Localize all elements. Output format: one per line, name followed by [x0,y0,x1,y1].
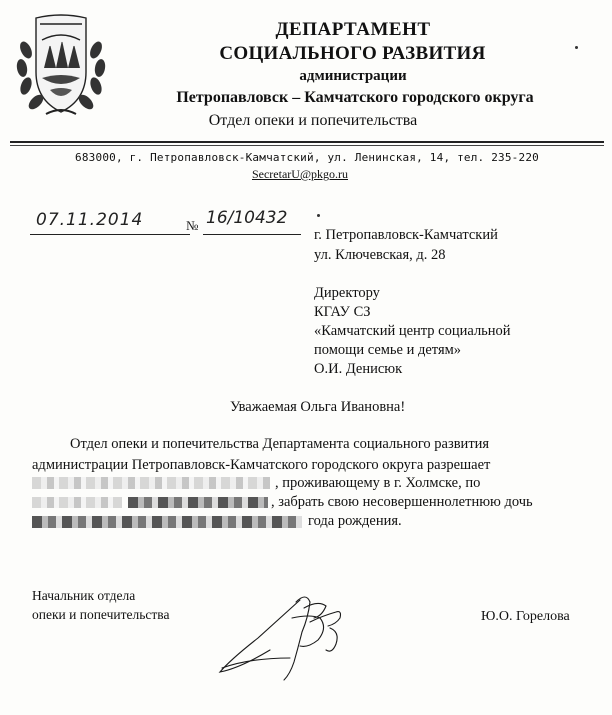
addressee-org-name-1: «Камчатский центр социальной [314,323,511,339]
signer-title-1: Начальник отдела [32,588,136,603]
addressee-role: Директору [314,285,380,301]
body-line-3: , проживающему в г. Холмске, по [275,475,481,491]
city-district-label: Петропавловск – Камчатского городского округа [176,89,534,106]
coat-of-arms-emblem [6,10,116,120]
letter-number: 16/10432 [206,208,288,228]
speck [575,46,578,49]
division-label: Отдел опеки и попечительства [208,112,418,129]
email-link[interactable]: SecretarU@pkgo.ru [251,167,349,181]
letter-date: 07.11.2014 [36,210,144,230]
postal-address: 683000, г. Петропавловск-Камчатский, ул. Ленинская, 14, тел. 235-220 [75,151,539,164]
header-rule-thin [10,145,604,146]
redacted-child-name [32,516,302,528]
addressee-street: ул. Ключевская, д. 28 [314,247,446,263]
speck [317,214,320,217]
redacted-name [32,477,270,489]
body-line-1: Отдел опеки и попечительства Департамента социального развития [70,436,490,452]
greeting: Уважаемая Ольга Ивановна! [230,399,406,415]
addressee-city: г. Петропавловск-Камчатский [314,227,498,243]
department-title: ДЕПАРТАМЕНТ [275,19,431,40]
handwritten-signature [210,588,360,683]
body-line-2: администрации Петропавловск-Камчатского городского округа разрешает [32,457,491,473]
redacted-address [32,497,122,508]
number-sign: № [186,218,199,233]
addressee-org-name-2: помощи семье и детям» [314,342,462,358]
signer-title-2: опеки и попечительства [32,607,170,622]
addressee-org: КГАУ СЗ [314,304,371,320]
addressee-name: О.И. Денисюк [314,361,403,377]
header-rule-thick [10,141,604,143]
redacted-address [128,497,268,508]
body-line-5: года рождения. [308,513,402,529]
body-line-4: , забрать свою несовершеннолетнюю дочь [271,494,533,510]
signer-name: Ю.О. Горелова [481,609,570,624]
administration-label: администрации [299,68,407,84]
department-subtitle: СОЦИАЛЬНОГО РАЗВИТИЯ [219,43,486,64]
